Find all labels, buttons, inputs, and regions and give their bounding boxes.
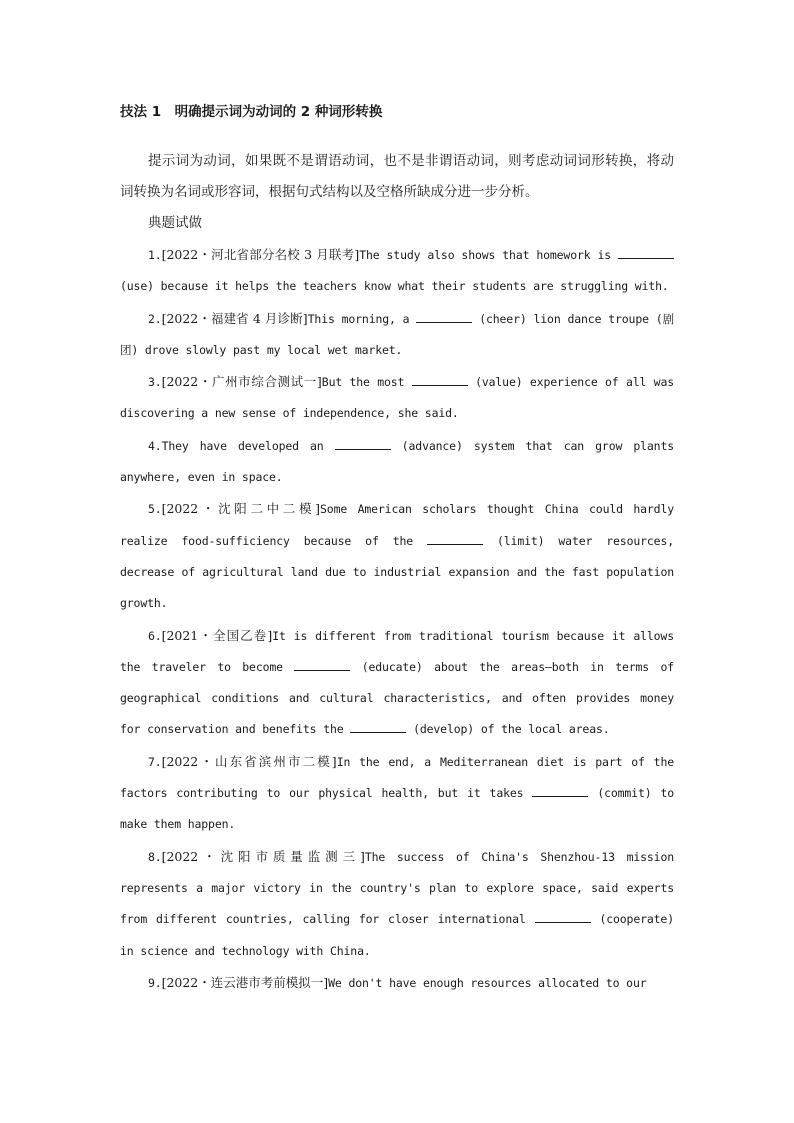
item-source: [2022・河北省部分名校 3 月联考] — [161, 247, 360, 262]
item-source: [2022・山东省滨州市二模] — [161, 753, 337, 769]
answer-blank[interactable] — [618, 246, 674, 259]
item-source: [2022・沈阳市质量监测三] — [161, 848, 365, 864]
exercise-item-1: 1.[2022・河北省部分名校 3 月联考]The study also shows that homework is (use) because it helps the teachers know what their students are struggling with. — [120, 239, 674, 303]
exercise-item-8: 8.[2022・沈阳市质量监测三]The success of China's Shenzhou-13 mission represents a major victory in the country's plan to explore space, said experts from different countries, calling for closer international (cooperate) in science and technology with China. — [120, 848, 674, 958]
section-heading: 技法 1 明确提示词为动词的 2 种词形转换 — [120, 104, 383, 120]
intro-paragraph: 提示词为动词，如果既不是谓语动词，也不是非谓语动词，则考虑动词词形转换，将动词转换为名词或形容词，根据句式结构以及空格所缺成分进一步分析。 — [120, 153, 674, 200]
item-source: [2022・连云港市考前模拟一] — [161, 974, 329, 990]
answer-blank[interactable] — [535, 910, 591, 923]
answer-blank[interactable] — [350, 720, 406, 733]
exercise-item-4: 4.They have developed an (advance) system that can grow plants anywhere, even in space. — [120, 438, 674, 485]
exercise-list — [120, 239, 674, 999]
answer-blank[interactable] — [416, 310, 472, 323]
exercise-item-5: 5.[2022・沈阳二中二模]Some American scholars thought China could hardly realize food-sufficiency because of the (limit) water resources, decrease of agricultural land due to industrial expansion and the fast population growth. — [120, 501, 674, 611]
item-source: [2021・全国乙卷] — [161, 627, 273, 643]
item-source: [2022・沈阳二中二模] — [161, 501, 321, 517]
answer-blank[interactable] — [335, 437, 391, 450]
exercise-item-3: 3.[2022・广州市综合测试一]But the most (value) experience of all was discovering a new sense of independence, she said. — [120, 374, 674, 421]
exercise-item-2: 2.[2022・福建省 4 月诊断]This morning, a (cheer) lion dance troupe (剧团) drove slowly past my local wet market. — [120, 310, 674, 357]
answer-blank[interactable] — [532, 784, 588, 797]
exercise-item-9: 9.[2022・连云港市考前模拟一]We don't have enough resources allocated to our — [148, 974, 647, 990]
section-label: 典题试做 — [148, 215, 202, 231]
answer-blank[interactable] — [412, 373, 468, 386]
document-page — [120, 98, 674, 999]
answer-blank[interactable] — [294, 658, 350, 671]
answer-blank[interactable] — [427, 532, 483, 545]
item-source: [2022・福建省 4 月诊断] — [161, 310, 308, 326]
exercise-item-7: 7.[2022・山东省滨州市二模]In the end, a Mediterranean diet is part of the factors contributing to our physical health, but it takes (commit) to make them happen. — [120, 753, 674, 832]
exercise-item-6: 6.[2021・全国乙卷]It is different from traditional tourism because it allows the traveler to become (educate) about the areas—both in terms of geographical conditions and cultural characteristics, and often provides money for conservation and benefits the (develop) of the local areas. — [120, 627, 675, 737]
item-source: [2022・广州市综合测试一] — [161, 374, 322, 390]
